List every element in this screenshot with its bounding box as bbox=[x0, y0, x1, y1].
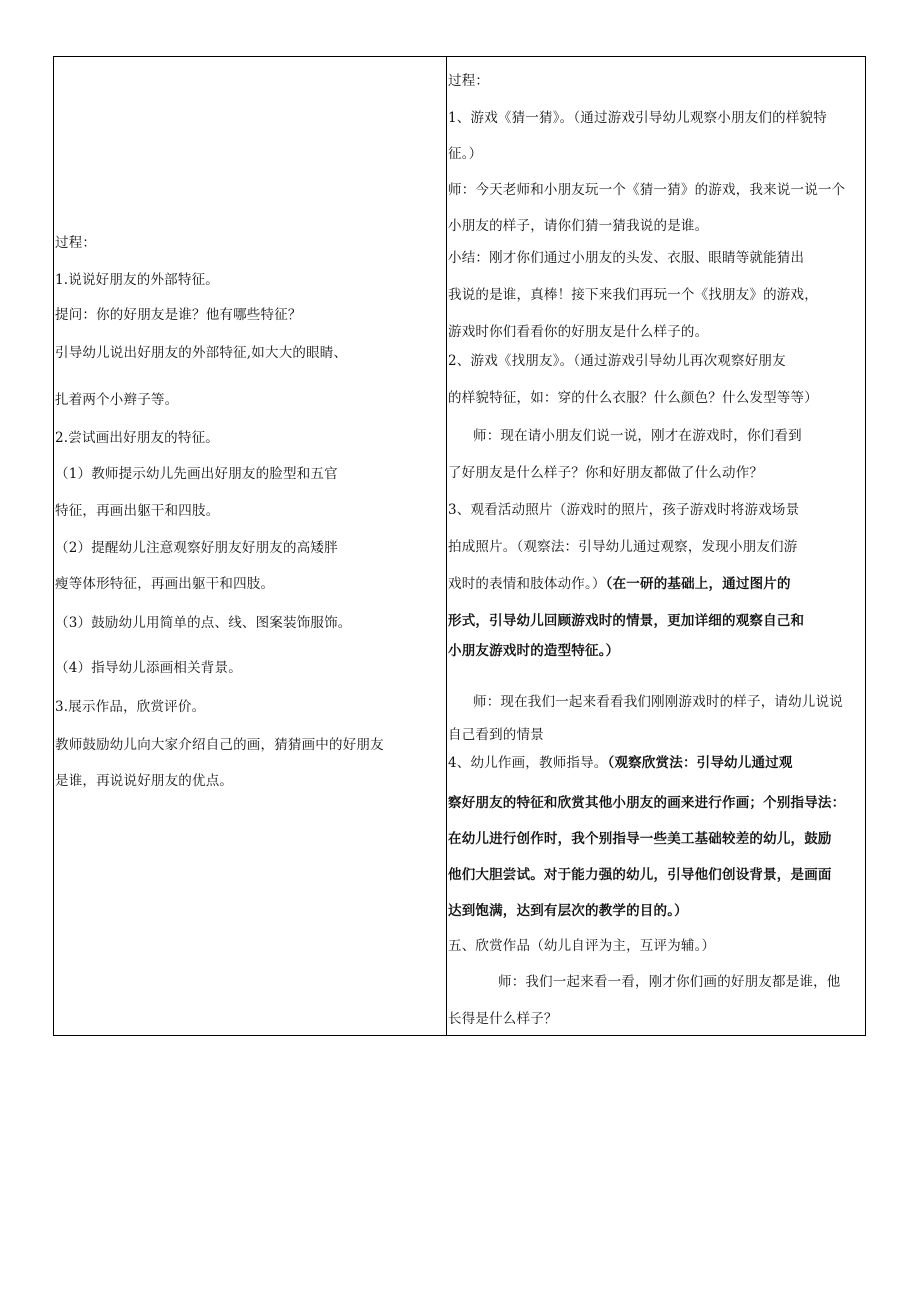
right-teacher-3-line-1: 师：现在我们一起来看看我们刚刚游戏时的样子，请幼儿说说 bbox=[473, 694, 843, 710]
right-teacher-line-2: 小朋友的样子，请你们猜一猜我说的是谁。 bbox=[448, 218, 709, 234]
right-photos-line-3-text: 戏时的表情和肢体动作。） bbox=[448, 576, 606, 592]
right-drawing-heading: 4、幼儿作画，教师指导。 bbox=[448, 755, 608, 771]
left-step-3: 3.展示作品，欣赏评价。 bbox=[55, 699, 206, 715]
right-appreciate-heading: 五、欣赏作品（幼儿自评为主，互评为辅。） bbox=[448, 938, 716, 954]
right-photos-line-2: 拍成照片。（观察法：引导幼儿通过观察，发现小朋友们游 bbox=[448, 539, 798, 555]
lesson-plan-table bbox=[53, 56, 866, 1036]
right-summary-line-2: 我说的是谁，真棒！接下来我们再玩一个《找朋友》的游戏， bbox=[448, 287, 818, 303]
left-step-2-4: （4）指导幼儿添画相关背景。 bbox=[55, 660, 242, 676]
right-teacher-2-line-2: 了好朋友是什么样子？你和好朋友都做了什么动作？ bbox=[448, 465, 764, 481]
right-photos-bold-note-1: （在一研的基础上，通过图片的 bbox=[605, 576, 791, 592]
right-drawing-line-1 bbox=[448, 753, 793, 773]
right-game-2-line-1: 2、游戏《找朋友》。（通过游戏引导幼儿再次观察好朋友 bbox=[448, 353, 786, 369]
left-step-2-1a: （1）教师提示幼儿先画出好朋友的脸型和五官 bbox=[55, 466, 338, 482]
right-photos-line-1: 3、观看活动照片（游戏时的照片，孩子游戏时将游戏场景 bbox=[448, 502, 800, 518]
right-teacher-4-line-1: 师：我们一起来看一看，刚才你们画的好朋友都是谁，他 bbox=[498, 974, 841, 990]
right-drawing-bold-5: 达到饱满，达到有层次的教学的目的。） bbox=[448, 903, 688, 919]
left-step-3-text-2: 是谁，再说说好朋友的优点。 bbox=[55, 773, 234, 789]
right-drawing-bold-3: 在幼儿进行创作时，我个别指导一些美工基础较差的幼儿，鼓励 bbox=[448, 831, 832, 847]
left-step-1: 1.说说好朋友的外部特征。 bbox=[55, 272, 219, 288]
right-game-1-line-1: 1、游戏《猜一猜》。（通过游戏引导幼儿观察小朋友们的样貌特 bbox=[448, 110, 827, 126]
left-question: 提问：你的好朋友是谁？他有哪些特征？ bbox=[55, 307, 302, 323]
left-step-2-2a: （2）提醒幼儿注意观察好朋友好朋友的高矮胖 bbox=[55, 540, 338, 556]
right-process-heading: 过程： bbox=[448, 73, 490, 89]
right-game-2-line-2: 的样貌特征，如：穿的什么衣服？什么颜色？什么发型等等） bbox=[448, 390, 818, 406]
right-teacher-2-line-1: 师：现在请小朋友们说一说，刚才在游戏时，你们看到 bbox=[473, 428, 802, 444]
left-step-2: 2.尝试画出好朋友的特征。 bbox=[55, 430, 219, 446]
right-teacher-4-line-2: 长得是什么样子？ bbox=[448, 1011, 558, 1027]
right-game-1-line-2: 征。） bbox=[448, 146, 483, 162]
right-teacher-line-1: 师：今天老师和小朋友玩一个《猜一猜》的游戏，我来说一说一个 bbox=[448, 182, 846, 198]
right-drawing-bold-1: （观察欣赏法：引导幼儿通过观 bbox=[607, 755, 793, 771]
left-step-2-2b: 瘦等体形特征，再画出躯干和四肢。 bbox=[55, 576, 275, 592]
left-step-3-text-1: 教师鼓励幼儿向大家介绍自己的画，猜猜画中的好朋友 bbox=[55, 737, 384, 753]
right-summary-line-1: 小结：刚才你们通过小朋友的头发、衣服、眼睛等就能猜出 bbox=[448, 250, 805, 266]
right-photos-bold-note-3: 小朋友游戏时的造型特征。） bbox=[448, 643, 620, 659]
left-process-heading: 过程： bbox=[55, 235, 97, 251]
right-teacher-3-line-2: 自己看到的情景 bbox=[448, 727, 544, 743]
right-summary-line-3: 游戏时你们看看你的好朋友是什么样子的。 bbox=[448, 324, 709, 340]
right-column-cell bbox=[447, 57, 866, 1035]
left-step-2-1b: 特征，再画出躯干和四肢。 bbox=[55, 503, 220, 519]
right-drawing-bold-4: 他们大胆尝试。对于能力强的幼儿，引导他们创设背景，是画面 bbox=[448, 867, 832, 883]
right-photos-line-3 bbox=[448, 574, 791, 594]
left-step-2-3: （3）鼓励幼儿用简单的点、线、图案装饰服饰。 bbox=[55, 615, 352, 631]
right-drawing-bold-2: 察好朋友的特征和欣赏其他小朋友的画来进行作画；个别指导法： bbox=[448, 795, 846, 811]
left-guide-line-2: 扎着两个小辫子等。 bbox=[55, 392, 179, 408]
right-photos-bold-note-2: 形式，引导幼儿回顾游戏时的情景，更加详细的观察自己和 bbox=[448, 613, 805, 629]
left-guide-line-1: 引导幼儿说出好朋友的外部特征,如大大的眼睛、 bbox=[55, 345, 348, 361]
